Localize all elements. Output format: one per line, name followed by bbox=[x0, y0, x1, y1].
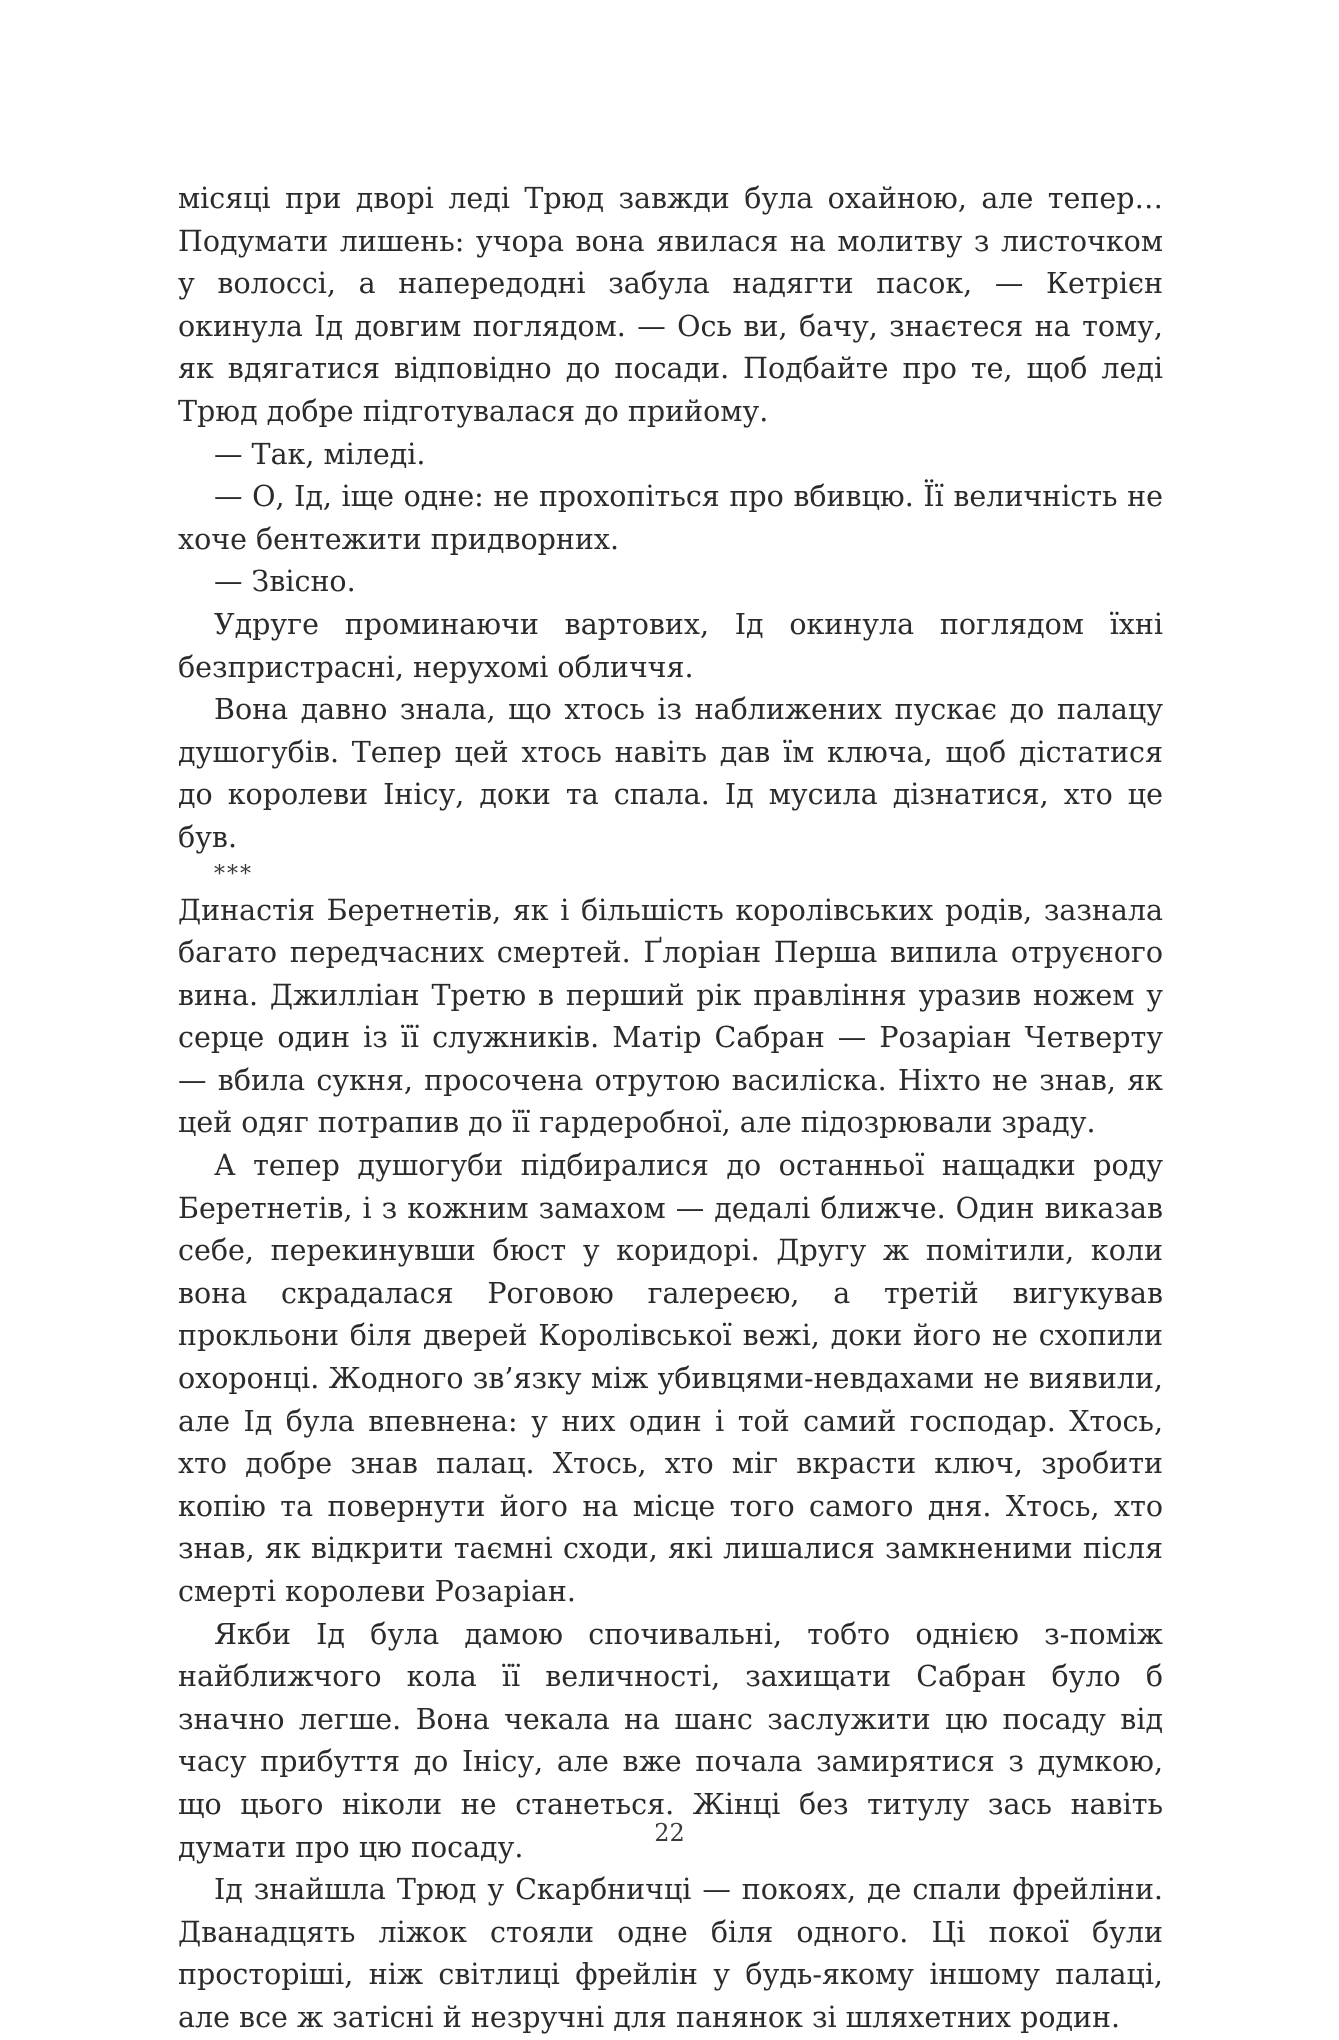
dialogue-line: — Так, міледі. bbox=[214, 437, 426, 471]
paragraph: А тепер душогуби підбиралися до останньої нащадки роду Беретнетів, і з кожним замахом — дедалі ближче. Один виказав себе, перекинувши бюст у коридорі. Другу ж помітили, коли вона скрадалася Роговою галереєю, а третій вигукував прокльони біля дверей Королівської вежі, доки його не схопили охоронці. Жодного зв’язку між убивцями-невдахами не виявили, але Ід була впевнена: у них один і той самий господар. Хтось, хто добре знав палац. Хтось, хто міг вкрасти ключ, зробити копію та повернути його на місце того самого дня. Хтось, хто знав, як відкрити таємні сходи, які лишалися замкненими після смерті королеви Розаріан. bbox=[178, 1149, 1163, 1608]
section-break: *** bbox=[214, 861, 253, 887]
paragraph: Якби Ід була дамою спочивальні, тобто однією з-поміж найближчого кола її величності, захищати Сабран було б значно легше. Вона чекала на шанс заслужити цю посаду від часу прибуття до Інісу, але вже почала замирятися з думкою, що цього ніколи не станеться. Жінці без титулу зась навіть думати про цю посаду. bbox=[178, 1617, 1163, 1864]
paragraph-section-start: Династія Беретнетів, як і більшість королівських родів, зазнала багато передчасних смертей. Ґлоріан Перша випила отруєного вина. Джилліан Третю в перший рік правління уразив ножем у серце один із її служників. Матір Сабран — Розаріан Четверту — вбила сукня, просочена отрутою василіска. Ніхто не знав, як цей одяг потрапив до її гардеробної, але підозрювали зраду. bbox=[178, 893, 1163, 1140]
dialogue-line: — О, Ід, іще одне: не прохопіться про вбивцю. Її величність не хоче бентежити придворних. bbox=[178, 480, 1163, 556]
paragraph: Вона давно знала, що хтось із наближених пускає до палацу душогубів. Тепер цей хтось навіть дав їм ключа, щоб дістатися до королеви Інісу, доки та спала. Ід мусила дізнатися, хто це був. bbox=[178, 693, 1163, 854]
dialogue-line: — Звісно. bbox=[214, 565, 356, 599]
paragraph: Ід знайшла Трюд у Скарбничці — покоях, де спали фрейліни. Дванадцять ліжок стояли одне біля одного. Ці покої були просторіші, ніж світлиці фрейлін у будь-якому іншому палаці, але все ж затісні й незручні для панянок зі шляхетних родин. bbox=[178, 1873, 1163, 2034]
body-text bbox=[178, 178, 1163, 2040]
page-number: 22 bbox=[654, 1819, 685, 1847]
paragraph-continued: місяці при дворі леді Трюд завжди була охайною, але тепер… Подумати лишень: учора вона явилася на молитву з листочком у волоссі, а напередодні забула надягти пасок, — Кетрієн окинула Ід довгим поглядом. — Ось ви, бачу, знаєтеся на тому, як вдягатися відповідно до посади. Подбайте про те, щоб леді Трюд добре підготувалася до прийому. bbox=[178, 182, 1163, 428]
paragraph: Удруге проминаючи вартових, Ід окинула поглядом їхні безпристрасні, нерухомі обличчя. bbox=[178, 607, 1163, 684]
